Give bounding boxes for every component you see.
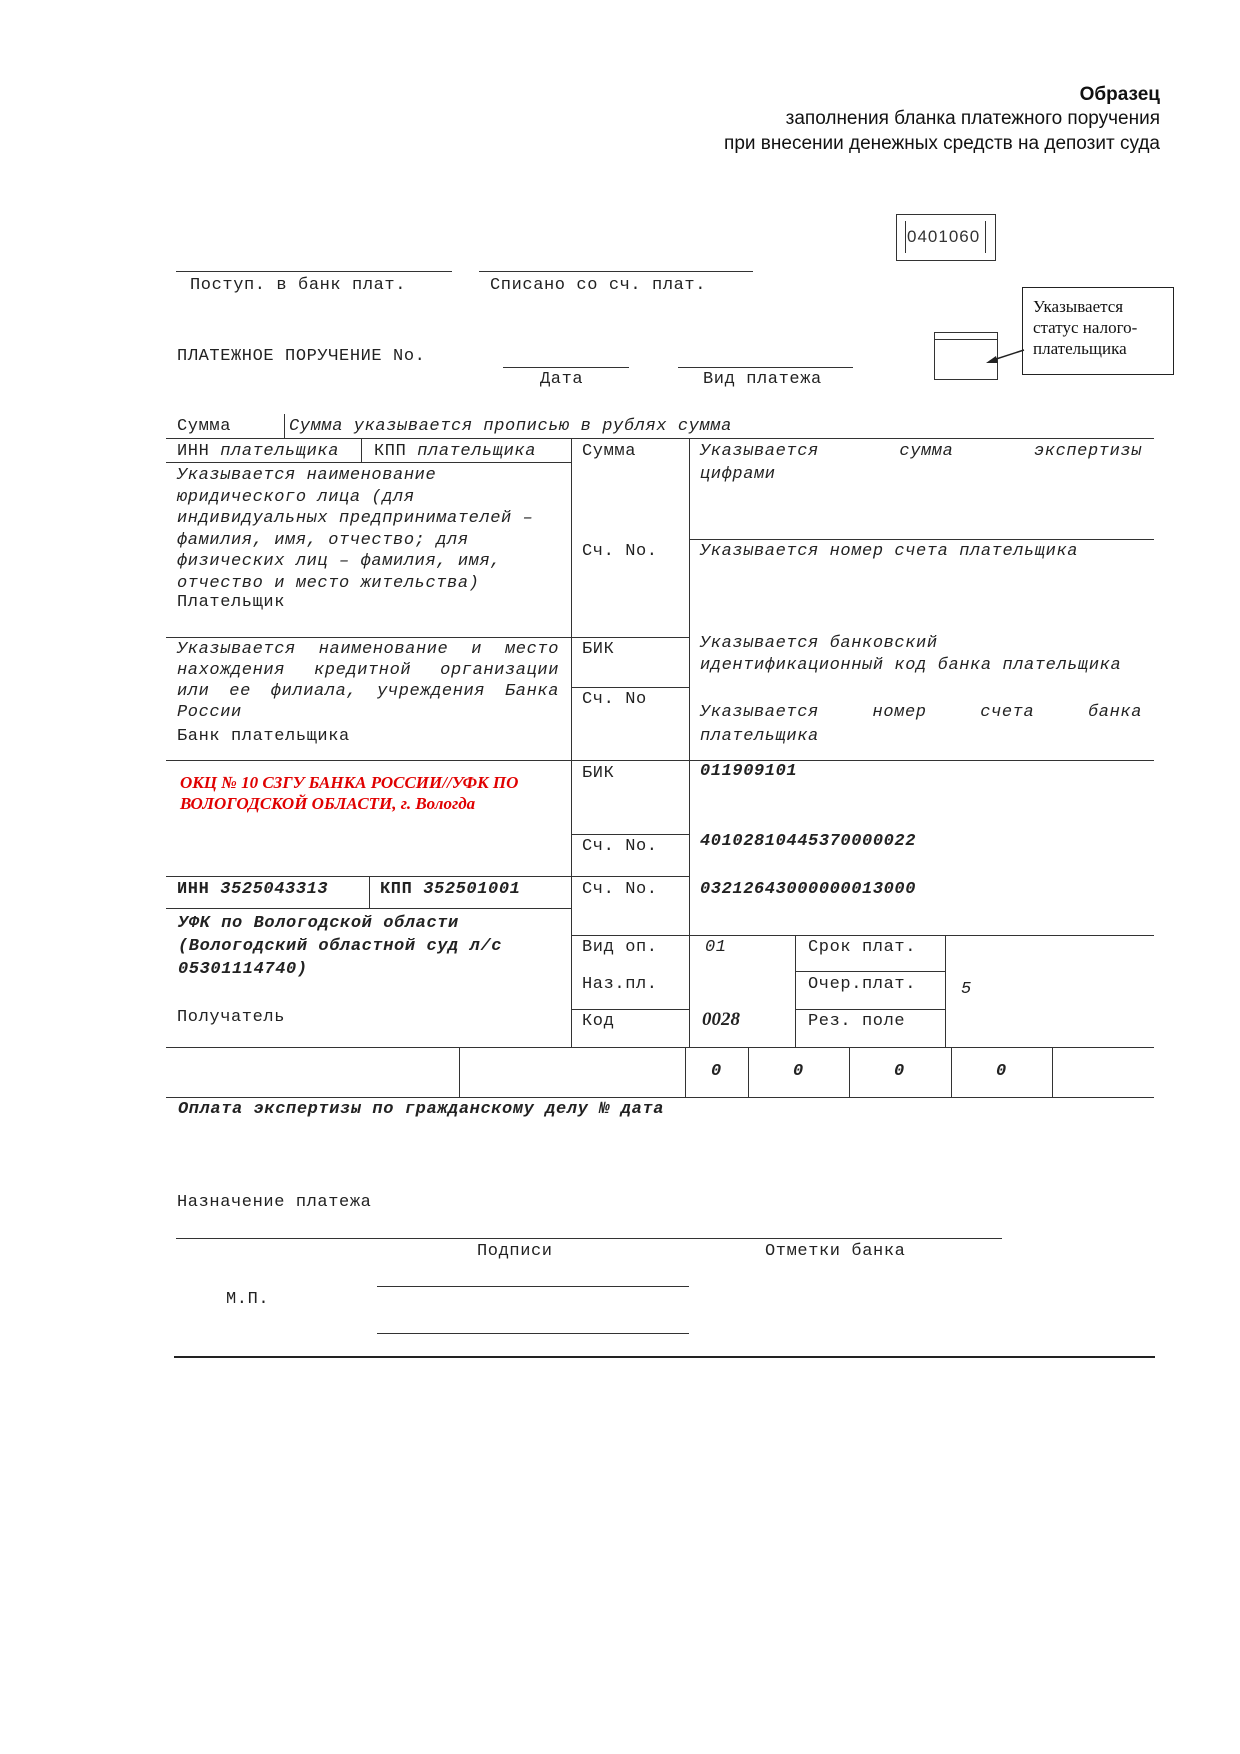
payer-inn-value: плательщика — [220, 442, 340, 461]
payer-bank-account-label: Сч. No — [582, 690, 647, 709]
payer-bank-label: Банк плательщика — [177, 727, 350, 746]
payer-bank-bik-label: БИК — [582, 640, 615, 659]
payer-bank-bik-hint-1: Указывается банковский — [700, 634, 938, 653]
code-value: 0028 — [702, 1009, 740, 1030]
header-line-1: заполнения бланка платежного поручения — [785, 108, 1160, 129]
payer-kpp — [374, 442, 536, 461]
payee-inn — [177, 880, 328, 899]
payment-purpose-label: Назначение платежа — [177, 1193, 372, 1212]
payer-kpp-label: КПП — [374, 442, 407, 461]
header-line-2: при внесении денежных средств на депозит суда — [724, 133, 1160, 154]
payer-label: Плательщик — [177, 593, 286, 612]
form-code-box — [896, 214, 996, 261]
purpose-code-label: Наз.пл. — [582, 975, 658, 994]
payer-bank-account-hint-1: Указывается номер счета банка — [700, 703, 1142, 722]
payee-bank-account-value: 40102810445370000022 — [700, 832, 917, 851]
form-code: 0401060 — [907, 227, 981, 246]
payer-kpp-value: плательщика — [417, 442, 537, 461]
order-title: ПЛАТЕЖНОЕ ПОРУЧЕНИЕ No. — [177, 347, 426, 366]
status-callout — [1022, 287, 1174, 375]
op-type-label: Вид оп. — [582, 938, 658, 957]
bank-marks-label: Отметки банка — [765, 1242, 906, 1261]
signatures-label: Подписи — [477, 1242, 553, 1261]
payee-kpp — [380, 880, 520, 899]
payer-name-hint: Указывается наименование юридического лица (для индивидуальных предпринимателей – фамилия, имя, отчество; для физических лиц – фамилия, имя, отчество и место жительства) — [177, 466, 534, 593]
payer-bank-bik-hint-2: идентификационный код банка плательщика — [700, 656, 1122, 675]
payee-kpp-label: КПП — [380, 880, 413, 899]
payer-bank-hint-2: нахождения кредитной организации — [177, 661, 559, 680]
tax-field-4: 0 — [996, 1062, 1007, 1081]
payee-label: Получатель — [177, 1008, 286, 1027]
sum-words-label: Сумма — [177, 417, 232, 436]
payer-inn — [177, 442, 339, 461]
reserve-field-label: Рез. поле — [808, 1012, 906, 1031]
payer-bank-account-hint-2: плательщика — [700, 727, 819, 746]
payee-bank-name: ОКЦ № 10 СЗГУ БАНКА РОССИИ//УФК ПО ВОЛОГОДСКОЙ ОБЛАСТИ, г. Вологда — [180, 773, 519, 813]
payer-bank-hint-4: России — [177, 703, 242, 722]
payee-bank-bik-label: БИК — [582, 764, 615, 783]
code-label: Код — [582, 1012, 615, 1031]
header-title: Образец — [1079, 84, 1160, 105]
tax-field-2: 0 — [793, 1062, 804, 1081]
payment-queue-label: Очер.плат. — [808, 975, 917, 994]
payment-queue-value: 5 — [961, 980, 972, 999]
sum-hint-line-2: цифрами — [700, 465, 776, 484]
payment-term-label: Срок плат. — [808, 938, 917, 957]
payer-inn-label: ИНН — [177, 442, 210, 461]
payee-account-value: 03212643000000013000 — [700, 880, 917, 899]
payer-account-hint: Указывается номер счета плательщика — [700, 542, 1079, 561]
payment-type-label: Вид платежа — [703, 370, 822, 389]
grid-line — [166, 438, 1154, 439]
op-type-value: 01 — [705, 938, 727, 957]
payment-purpose-text: Оплата экспертизы по гражданскому делу № дата — [178, 1100, 665, 1119]
tax-field-3: 0 — [894, 1062, 905, 1081]
payer-bank-hint-3: или ее филиала, учреждения Банка — [177, 682, 559, 701]
stamp-label: М.П. — [226, 1290, 270, 1309]
tax-field-1: 0 — [711, 1062, 722, 1081]
sum-label: Сумма — [582, 442, 637, 461]
date-label: Дата — [540, 370, 584, 389]
payee-kpp-value: 352501001 — [423, 880, 521, 899]
payee-account-label: Сч. No. — [582, 880, 658, 899]
payer-bank-hint-1: Указывается наименование и место — [177, 640, 559, 659]
debited-label: Списано со сч. плат. — [490, 276, 707, 295]
status-callout-text: Указывается статус налого-плательщика — [1033, 297, 1138, 358]
payer-account-label: Сч. No. — [582, 542, 658, 561]
payee-inn-label: ИНН — [177, 880, 210, 899]
sum-hint-line-1: Указывается сумма экспертизы — [700, 442, 1142, 461]
payee-name: УФК по Вологодской области (Вологодский областной суд л/с 05301114740) — [178, 914, 503, 979]
payee-inn-value: 3525043313 — [220, 880, 329, 899]
received-label: Поступ. в банк плат. — [190, 276, 407, 295]
payee-bank-bik-value: 011909101 — [700, 762, 798, 781]
sum-words-value: Сумма указывается прописью в рублях сумма — [289, 417, 732, 436]
payee-bank-account-label: Сч. No. — [582, 837, 658, 856]
